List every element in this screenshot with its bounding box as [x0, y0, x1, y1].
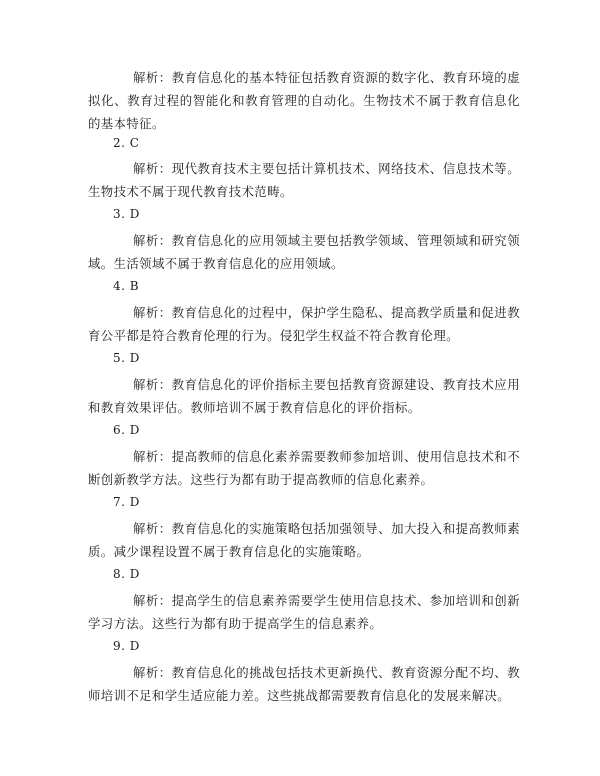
explanation-5: 解析：教育信息化的评价指标主要包括教育资源建设、教育技术应用和教育效果评估。教师培训不属于教育信息化的评价指标。 [88, 377, 520, 415]
answer-6: 6. D [113, 423, 140, 437]
explanation-2: 解析：现代教育技术主要包括计算机技术、网络技术、信息技术等。生物技术不属于现代教育技术范畴。 [88, 161, 520, 199]
answer-9: 9. D [113, 639, 140, 653]
answer-4: 4. B [113, 279, 140, 293]
explanation-6: 解析：提高教师的信息化素养需要教师参加培训、使用信息技术和不断创新教学方法。这些行为都有助于提高教师的信息化素养。 [88, 449, 520, 487]
explanation-3: 解析：教育信息化的应用领域主要包括教学领域、管理领域和研究领域。生活领域不属于教育信息化的应用领域。 [88, 233, 520, 271]
answer-7: 7. D [113, 495, 140, 509]
explanation-8: 解析：提高学生的信息素养需要学生使用信息技术、参加培训和创新学习方法。这些行为都有助于提高学生的信息素养。 [88, 593, 520, 631]
explanation-1: 解析：教育信息化的基本特征包括教育资源的数字化、教育环境的虚拟化、教育过程的智能化和教育管理的自动化。生物技术不属于教育信息化的基本特征。 [88, 70, 520, 131]
explanation-9: 解析：教育信息化的挑战包括技术更新换代、教育资源分配不均、教师培训不足和学生适应能力差。这些挑战都需要教育信息化的发展来解决。 [88, 665, 520, 703]
explanation-4: 解析：教育信息化的过程中，保护学生隐私、提高教学质量和促进教育公平都是符合教育伦理的行为。侵犯学生权益不符合教育伦理。 [88, 305, 520, 343]
answer-2: 2. C [113, 136, 140, 150]
answer-8: 8. D [113, 567, 140, 581]
explanation-7: 解析：教育信息化的实施策略包括加强领导、加大投入和提高教师素质。减少课程设置不属于教育信息化的实施策略。 [88, 521, 520, 559]
answer-3: 3. D [113, 207, 140, 221]
answer-5: 5. D [113, 351, 140, 365]
